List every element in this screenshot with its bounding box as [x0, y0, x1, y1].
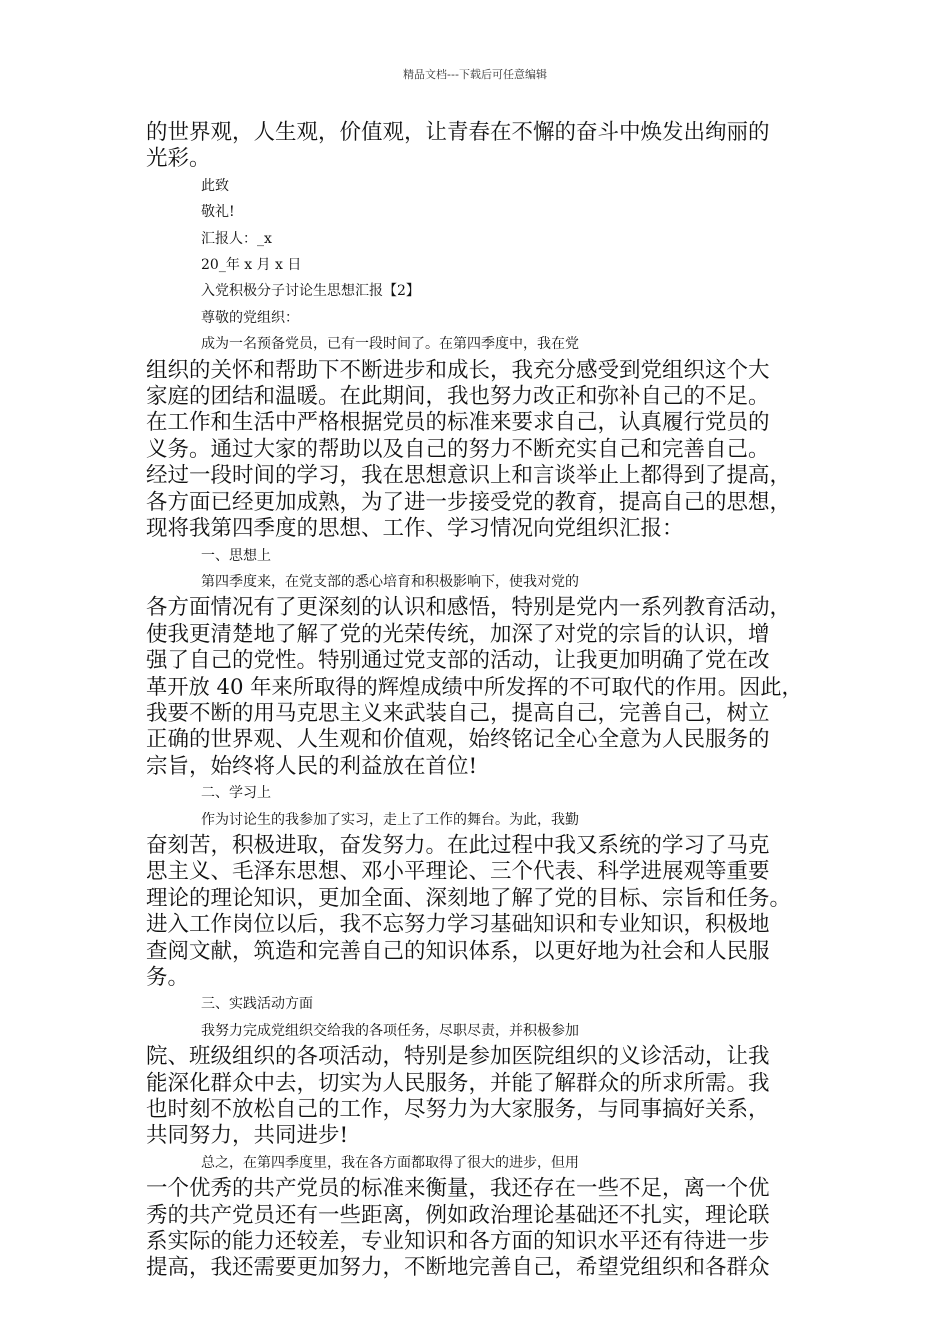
text-line: 共同努力，共同进步! [146, 1123, 349, 1149]
text-line: 的世界观，人生观，价值观，让青春在不懈的奋斗中焕发出绚丽的 [146, 120, 770, 145]
text-line: 也时刻不放松自己的工作，尽努力为大家服务，与同事搞好关系， [146, 1097, 770, 1123]
text-line: 汇报人：_x [201, 230, 272, 247]
text-line: 一、思想上 [201, 547, 271, 564]
text-line: 第四季度来，在党支部的悉心培育和积极影响下，使我对党的 [201, 573, 579, 590]
text-line: 三、实践活动方面 [201, 996, 313, 1013]
text-line: 经过一段时间的学习，我在思想意识上和言谈举止上都得到了提高， [146, 463, 792, 489]
text-line: 各方面已经更加成熟，为了进一步接受党的教育，提高自己的思想， [146, 489, 792, 515]
text-line: 系实际的能力还较差，专业知识和各方面的知识水平还有待进一步 [146, 1229, 770, 1255]
document-body [146, 120, 806, 1282]
text-line: 敬礼! [201, 204, 235, 221]
text-line: 院、班级组织的各项活动，特别是参加医院组织的义诊活动，让我 [146, 1044, 770, 1070]
text-line: 在工作和生活中严格根据党员的标准来要求自己，认真履行党员的 [146, 410, 770, 436]
text-line: 查阅文献，筑造和完善自己的知识体系，以更好地为社会和人民服 [146, 938, 770, 964]
text-line: 一个优秀的共产党员的标准来衡量，我还存在一些不足，离一个优 [146, 1176, 770, 1202]
text-line: 各方面情况有了更深刻的认识和感悟，特别是党内一系列教育活动， [146, 595, 792, 621]
text-line: 革开放 40 年来所取得的辉煌成绩中所发挥的不可取代的作用。因此， [146, 674, 803, 700]
text-line: 二、学习上 [201, 785, 271, 802]
text-line: 尊敬的党组织： [201, 309, 299, 326]
text-line: 组织的关怀和帮助下不断进步和成长，我充分感受到党组织这个大 [146, 357, 770, 383]
text-line: 能深化群众中去，切实为人民服务，并能了解群众的所求所需。我 [146, 1070, 770, 1096]
text-line: 总之，在第四季度里，我在各方面都取得了很大的进步，但用 [201, 1154, 579, 1171]
text-line: 秀的共产党员还有一些距离，例如政治理论基础还不扎实，理论联 [146, 1202, 770, 1228]
text-line: 现将我第四季度的思想、工作、学习情况向党组织汇报： [146, 516, 684, 542]
text-line: 家庭的团结和温暖。在此期间，我也努力改正和弥补自己的不足。 [146, 384, 770, 410]
text-line: 使我更清楚地了解了党的光荣传统，加深了对党的宗旨的认识，增 [146, 621, 770, 647]
text-line: 我努力完成党组织交给我的各项任务，尽职尽责，并积极参加 [201, 1022, 579, 1039]
text-line: 作为讨论生的我参加了实习，走上了工作的舞台。为此，我勤 [201, 811, 579, 828]
text-line: 入党积极分子讨论生思想汇报【2】 [201, 283, 420, 300]
text-line: 义务。通过大家的帮助以及自己的努力不断充实自己和完善自己。 [146, 436, 770, 462]
text-line: 20_年 x 月 x 日 [201, 257, 302, 274]
text-line: 成为一名预备党员，已有一段时间了。在第四季度中，我在党 [201, 336, 579, 353]
text-line: 我要不断的用马克思主义来武装自己，提高自己，完善自己，树立 [146, 700, 770, 726]
text-line: 此致 [201, 177, 229, 194]
text-line: 奋刻苦，积极进取，奋发努力。在此过程中我又系统的学习了马克 [146, 832, 770, 858]
text-line: 思主义、毛泽东思想、邓小平理论、三个代表、科学进展观等重要 [146, 859, 770, 885]
text-line: 宗旨，始终将人民的利益放在首位! [146, 753, 478, 779]
page-header: 精品文档---下载后可任意编辑 [403, 68, 547, 81]
text-line: 光彩。 [146, 146, 211, 172]
text-line: 务。 [146, 965, 190, 990]
text-line: 理论的理论知识，更加全面、深刻地了解了党的目标、宗旨和任务。 [146, 885, 792, 911]
text-line: 进入工作岗位以后，我不忘努力学习基础知识和专业知识，积极地 [146, 912, 770, 938]
text-line: 强了自己的党性。特别通过党支部的活动，让我更加明确了党在改 [146, 648, 770, 674]
text-line: 正确的世界观、人生观和价值观，始终铭记全心全意为人民服务的 [146, 727, 770, 753]
text-line: 提高，我还需要更加努力，不断地完善自己，希望党组织和各群众 [146, 1255, 770, 1281]
